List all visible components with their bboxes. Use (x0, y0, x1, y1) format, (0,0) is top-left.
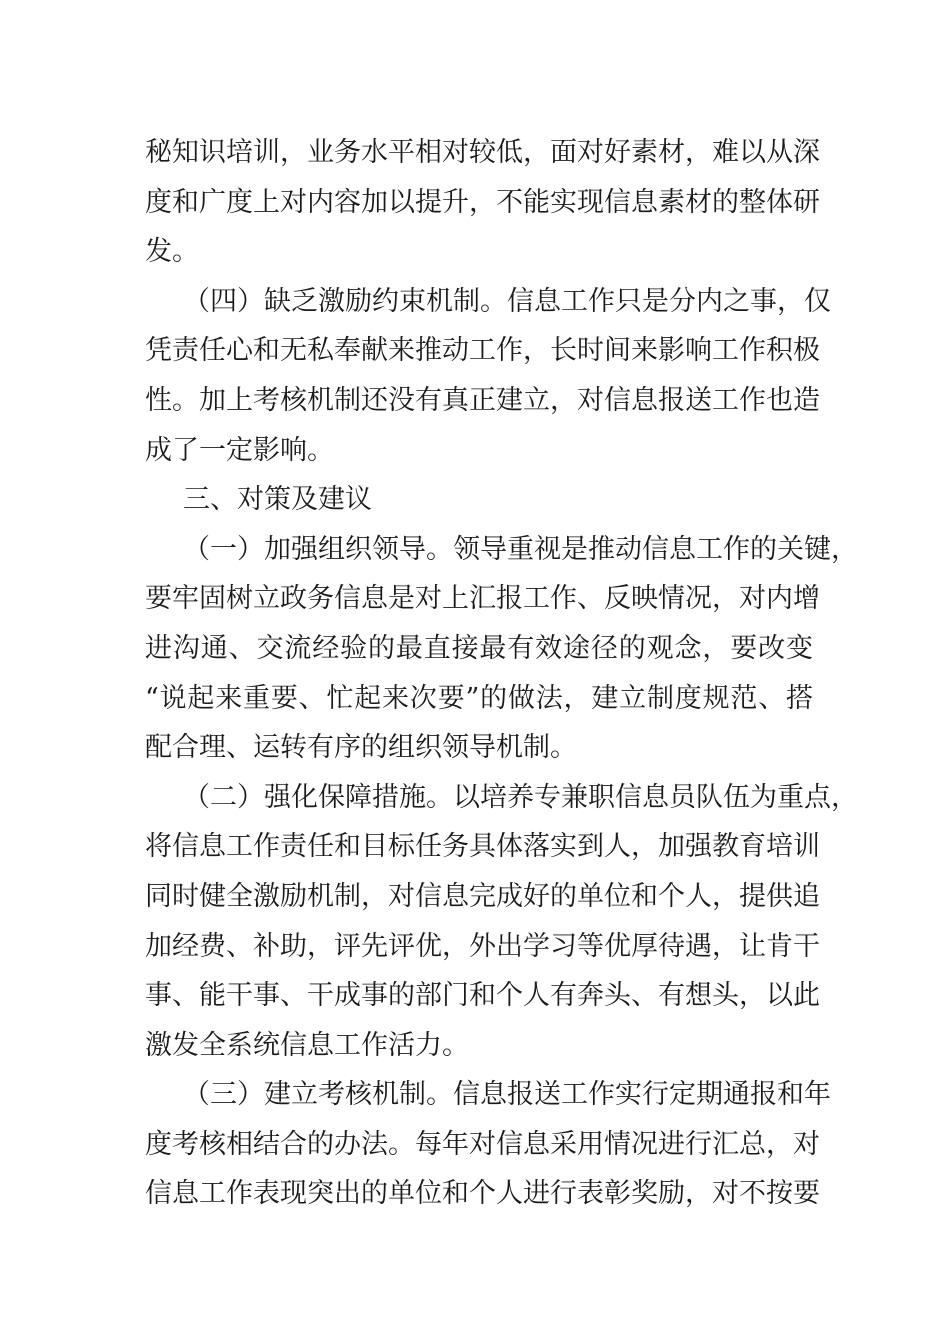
paragraph-line: （一）加强组织领导。领导重视是推动信息工作的关键， (183, 533, 858, 565)
paragraph-line: 激发全系统信息工作活力。 (145, 1029, 469, 1061)
paragraph-line: 度和广度上对内容加以提升，不能实现信息素材的整体研 (145, 186, 820, 218)
document-body (145, 128, 858, 1219)
paragraph-line: 同时健全激励机制，对信息完成好的单位和个人，提供追 (145, 880, 820, 912)
paragraph-line: （二）强化保障措施。以培养专兼职信息员队伍为重点， (183, 781, 858, 813)
paragraph-line: 秘知识培训，业务水平相对较低，面对好素材，难以从深 (145, 137, 820, 168)
paragraph-line: 信息工作表现突出的单位和个人进行表彰奖励，对不按要 (145, 1178, 820, 1210)
paragraph-line: 性。加上考核机制还没有真正建立，对信息报送工作也造 (145, 384, 820, 416)
paragraph-line: 发。 (145, 236, 199, 268)
paragraph-line: 成了一定影响。 (145, 434, 334, 466)
paragraph-line: 进沟通、交流经验的最直接最有效途径的观念，要改变 (145, 632, 813, 664)
paragraph-line: 配合理、运转有序的组织领导机制。 (145, 732, 577, 764)
paragraph-line: 凭责任心和无私奉献来推动工作，长时间来影响工作积极 (145, 335, 820, 367)
paragraph-line: （四）缺乏激励约束机制。信息工作只是分内之事，仅 (183, 285, 831, 317)
paragraph-line: 度考核相结合的办法。每年对信息采用情况进行汇总，对 (145, 1128, 820, 1160)
paragraph-line: （三）建立考核机制。信息报送工作实行定期通报和年 (183, 1079, 831, 1111)
paragraph-line: 将信息工作责任和目标任务具体落实到人，加强教育培训 (145, 831, 820, 863)
paragraph-line: 事、能干事、干成事的部门和个人有奔头、有想头，以此 (145, 980, 820, 1012)
paragraph-line: “说起来重要、忙起来次要”的做法，建立制度规范、搭 (145, 682, 813, 714)
paragraph-line: 加经费、补助，评先评优，外出学习等优厚待遇，让肯干 (145, 930, 820, 962)
paragraph-line: 要牢固树立政务信息是对上汇报工作、反映情况，对内增 (145, 583, 820, 615)
section-heading: 三、对策及建议 (183, 484, 372, 516)
